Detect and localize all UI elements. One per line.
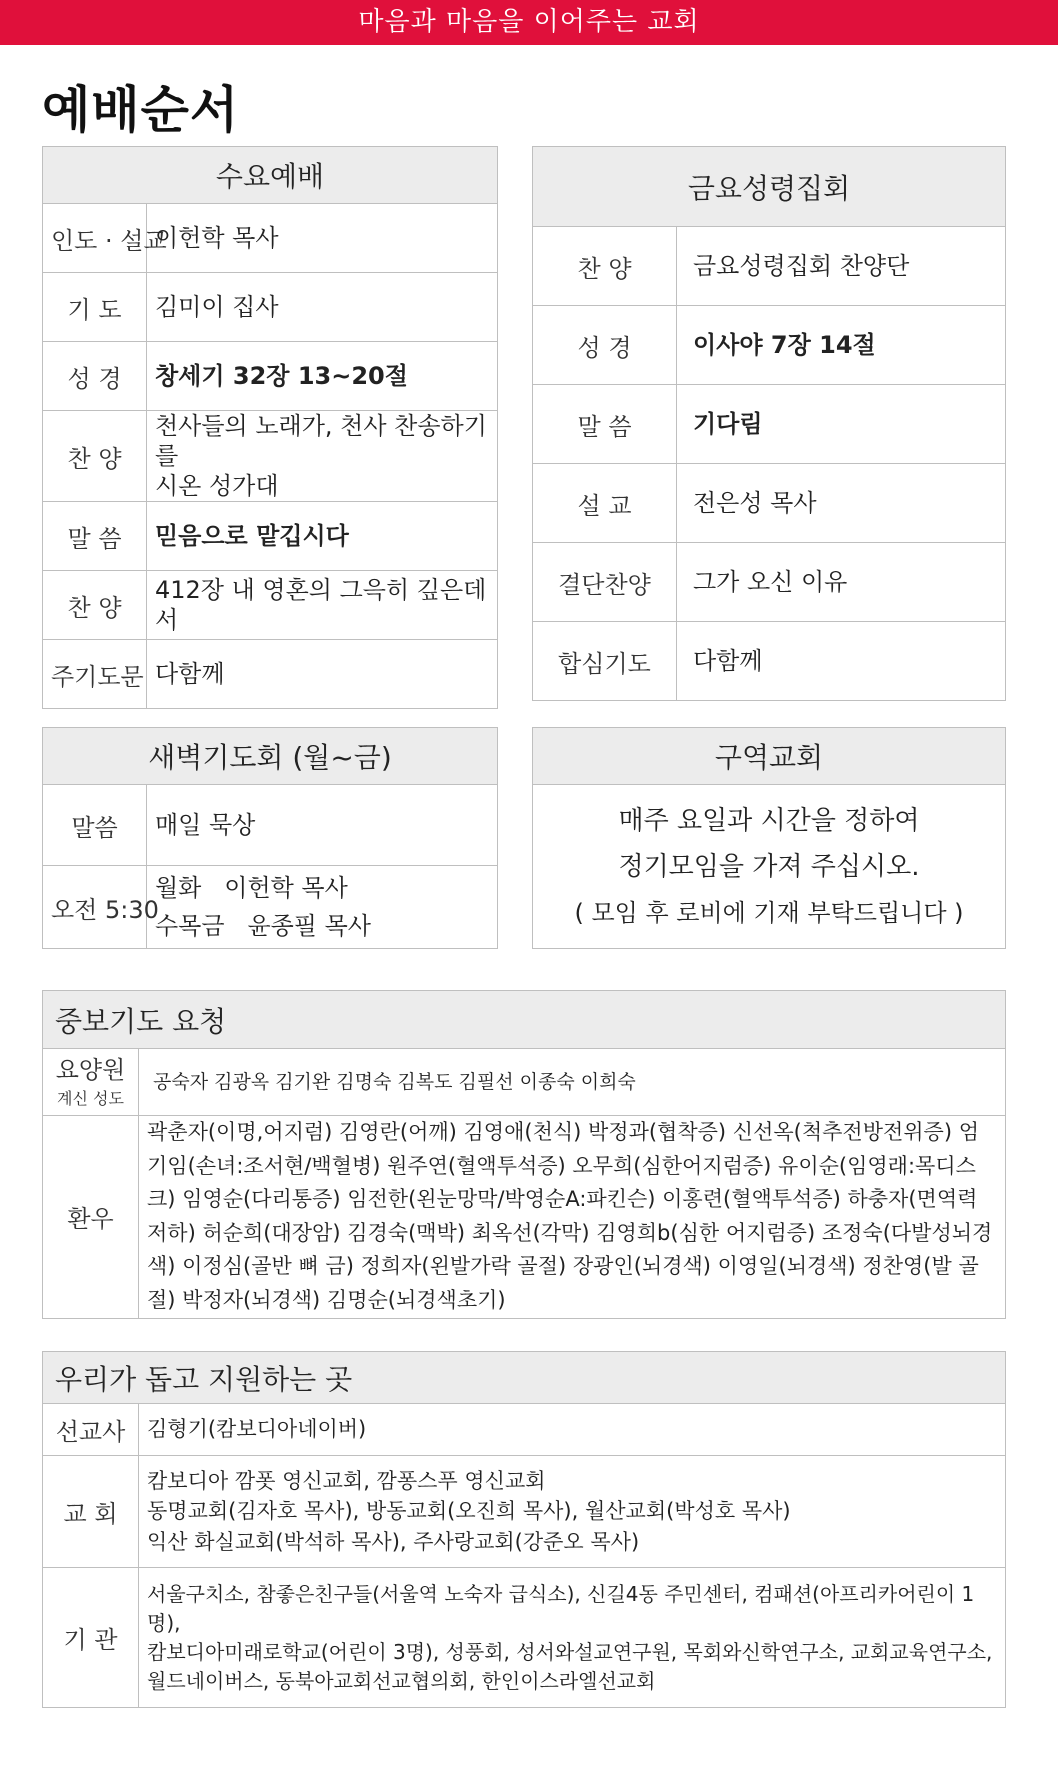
table-row [43,342,498,411]
support-table [42,1351,1006,1708]
value-line: 월드네이버스, 동북아교회선교협의회, 한인이스라엘선교회 [147,1668,656,1693]
notice-line: 정기모임을 가져 주십시오. [618,851,920,882]
wednesday-title: 수요예배 [43,147,498,204]
notice-line: ( 모임 후 로비에 기재 부탁드립니다 ) [574,898,964,927]
row-value: 금요성령집회 찬양단 [677,227,1006,306]
table-row [43,785,498,866]
row-label: 기 관 [43,1568,139,1708]
row-value: 곽춘자(이명,어지럼) 김영란(어깨) 김영애(천식) 박정과(협착증) 신선옥(척추전방전위증) 엄기임(손녀:조서현/백혈병) 원주연(혈액투석증) 오무희(심한어지럼증) 유이순(임영래:목디스크) 임영순(다리통증) 임전한(왼눈망막/박영순A:파킨슨) 이홍련(혈액투석증) 하충자(면역력저하) 허순희(대장암) 김경숙(맥박) 최옥선(각막) 김영희b(심한 어지럼증) 조정숙(다발성뇌경색) 이정심(골반 뼈 금) 정희자(왼발가락 골절) 장광인(뇌경색) 이영일(뇌경색) 정찬영(발 골절) 박정자(뇌경색) 김명순(뇌경색초기) [139,1116,1006,1319]
row-label: 인도 · 설교 [43,204,147,273]
table-row [43,1049,1006,1116]
value-line: 익산 화실교회(박석하 목사), 주사랑교회(강준오 목사) [147,1529,640,1554]
table-row [43,571,498,640]
table-row [43,1568,1006,1708]
wednesday-service-table [42,146,498,709]
table-row [533,227,1006,306]
table-row [43,273,498,342]
row-label: 말 씀 [43,502,147,571]
row-label: 결단찬양 [533,543,677,622]
nursing-sub-label: 계신 성도 [57,1088,124,1108]
row-label: 찬 양 [533,227,677,306]
table-row [43,1456,1006,1568]
row-label: 말 씀 [533,385,677,464]
row-value: 창세기 32장 13~20절 [147,342,498,411]
table-row [43,204,498,273]
row-label: 기 도 [43,273,147,342]
value-line: 캄보디아미래로학교(어린이 3명), 성풍회, 성서와설교연구원, 목회와신학연구소, 교회교육연구소, [147,1639,993,1664]
row-label: 주기도문 [43,640,147,709]
row-value [139,1456,1006,1568]
value-line: 천사들의 노래가, 천사 찬송하기를 [155,412,487,470]
row-value [147,866,498,949]
table-row [43,1116,1006,1319]
value-line: 시온 성가대 [155,472,279,500]
row-value [147,411,498,502]
dawn-title: 새벽기도회 (월~금) [43,728,498,785]
row-label: 합심기도 [533,622,677,701]
notice-line: 매주 요일과 시간을 정하여 [618,805,920,836]
value-line: 수목금 윤종필 목사 [155,912,371,940]
table-row [533,385,1006,464]
table-row [43,411,498,502]
row-value: 그가 오신 이유 [677,543,1006,622]
friday-service-table [532,146,1006,701]
row-value [139,1404,1006,1456]
value-line: 서울구치소, 참좋은친구들(서울역 노숙자 급식소), 신길4동 주민센터, 컴패션(아프리카어린이 1명), [147,1581,975,1635]
row-value: 기다림 [677,385,1006,464]
table-row [43,502,498,571]
page-title: 예배순서 [42,81,240,139]
row-label: 교 회 [43,1456,139,1568]
dawn-prayer-table [42,727,498,949]
row-value: 다함께 [677,622,1006,701]
row-value: 412장 내 영혼의 그윽히 깊은데서 [147,571,498,640]
row-value: 매일 묵상 [147,785,498,866]
support-title: 우리가 돕고 지원하는 곳 [43,1352,1006,1404]
row-value: 김미이 집사 [147,273,498,342]
table-row [43,1404,1006,1456]
row-value: 전은성 목사 [677,464,1006,543]
row-label: 말씀 [43,785,147,866]
row-value: 이헌학 목사 [147,204,498,273]
table-row [533,306,1006,385]
table-row [43,866,498,949]
top-banner: 마음과 마음을 이어주는 교회 [0,0,1058,45]
row-label: 오전 5:30 [43,866,147,949]
nursing-label: 요양원 [55,1056,126,1084]
row-label: 선교사 [43,1404,139,1456]
row-label: 성 경 [43,342,147,411]
cell-church-table [532,727,1006,949]
friday-title: 금요성령집회 [533,147,1006,227]
table-row [533,543,1006,622]
row-value: 공숙자 김광옥 김기완 김명숙 김복도 김필선 이종숙 이희숙 [139,1049,1006,1116]
row-label: 찬 양 [43,571,147,640]
value-line: 캄보디아 깜폿 영신교회, 깜퐁스푸 영신교회 [147,1468,546,1493]
cell-title: 구역교회 [533,728,1006,785]
row-label: 찬 양 [43,411,147,502]
cell-notice [533,785,1006,949]
row-value: 다함께 [147,640,498,709]
row-value [139,1568,1006,1708]
value-line: 월화 이헌학 목사 [155,873,348,902]
table-row [533,464,1006,543]
prayer-title: 중보기도 요청 [43,991,1006,1049]
table-row [533,622,1006,701]
row-label: 설 교 [533,464,677,543]
row-label [43,1049,139,1116]
table-row [43,640,498,709]
intercessory-prayer-table [42,990,1006,1319]
value-line: 동명교회(김자호 목사), 방동교회(오진희 목사), 월산교회(박성호 목사) [147,1499,791,1524]
value-line: 김형기(캄보디아네이버) [147,1417,367,1442]
row-label: 환우 [43,1116,139,1319]
row-value: 믿음으로 맡깁시다 [147,502,498,571]
row-value: 이사야 7장 14절 [677,306,1006,385]
row-label: 성 경 [533,306,677,385]
